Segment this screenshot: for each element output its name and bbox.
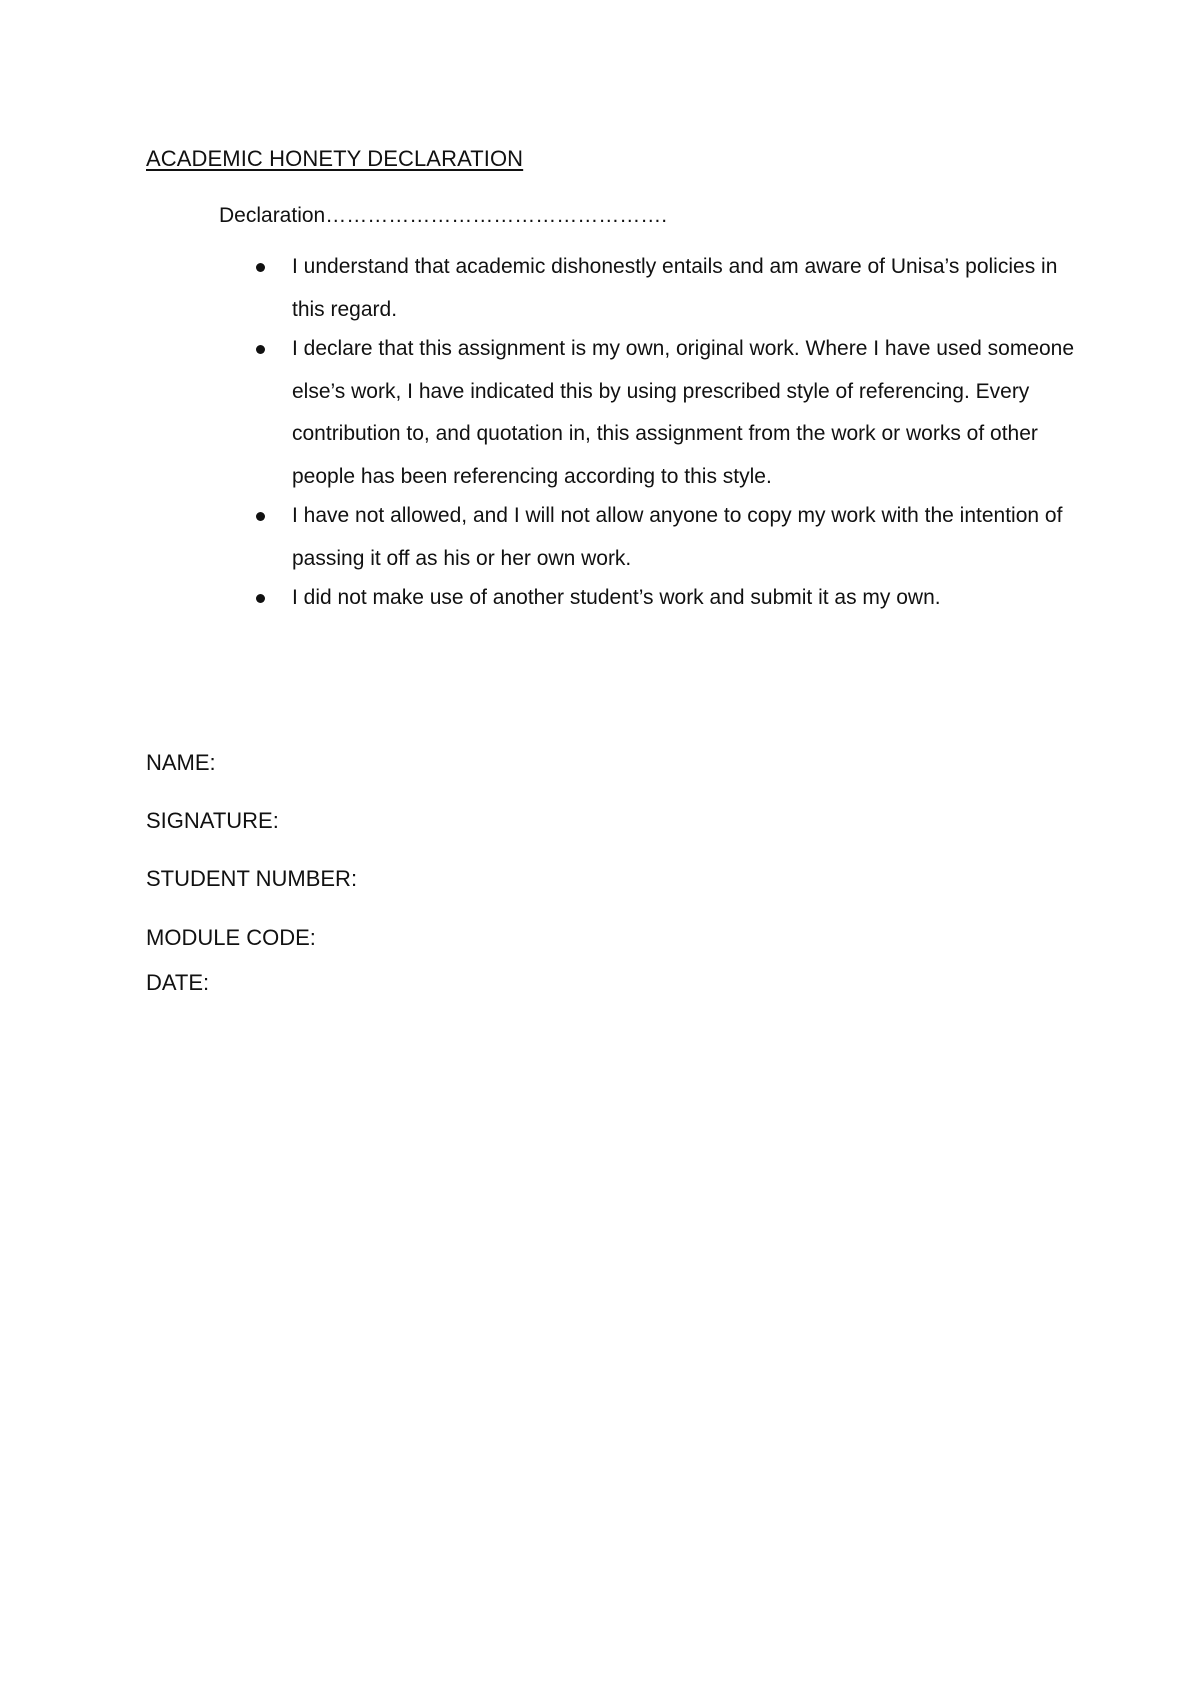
list-item (256, 246, 1086, 331)
bullet-icon (256, 512, 265, 521)
statement-text: I understand that academic dishonestly entails and am aware of Unisa’s policies in this regard. (292, 255, 1058, 321)
signature-label: SIGNATURE: (146, 808, 279, 833)
name-label: NAME: (146, 750, 216, 775)
date-label: DATE: (146, 970, 210, 995)
statement-text: I declare that this assignment is my own, original work. Where I have used someone else’s work, I have indicated this by using prescribed style of referencing. Every contribution to, and quotation in, this assignment from the work or works of other people has been referencing according to this style. (292, 337, 1075, 488)
module-code-label: MODULE CODE: (146, 925, 316, 950)
bullet-icon (256, 263, 265, 272)
statement-text: I have not allowed, and I will not allow anyone to copy my work with the intention of passing it off as his or her own work. (292, 504, 1063, 570)
declaration-statements (256, 246, 1086, 620)
declaration-line: Declaration…………………………………………. (219, 204, 668, 227)
student-number-label: STUDENT NUMBER: (146, 866, 358, 891)
list-item (256, 577, 1086, 620)
list-item (256, 328, 1086, 498)
list-item (256, 495, 1086, 580)
bullet-icon (256, 594, 265, 603)
page-title: ACADEMIC HONETY DECLARATION (146, 146, 524, 171)
bullet-icon (256, 345, 265, 354)
statement-text: I did not make use of another student’s work and submit it as my own. (292, 586, 941, 609)
